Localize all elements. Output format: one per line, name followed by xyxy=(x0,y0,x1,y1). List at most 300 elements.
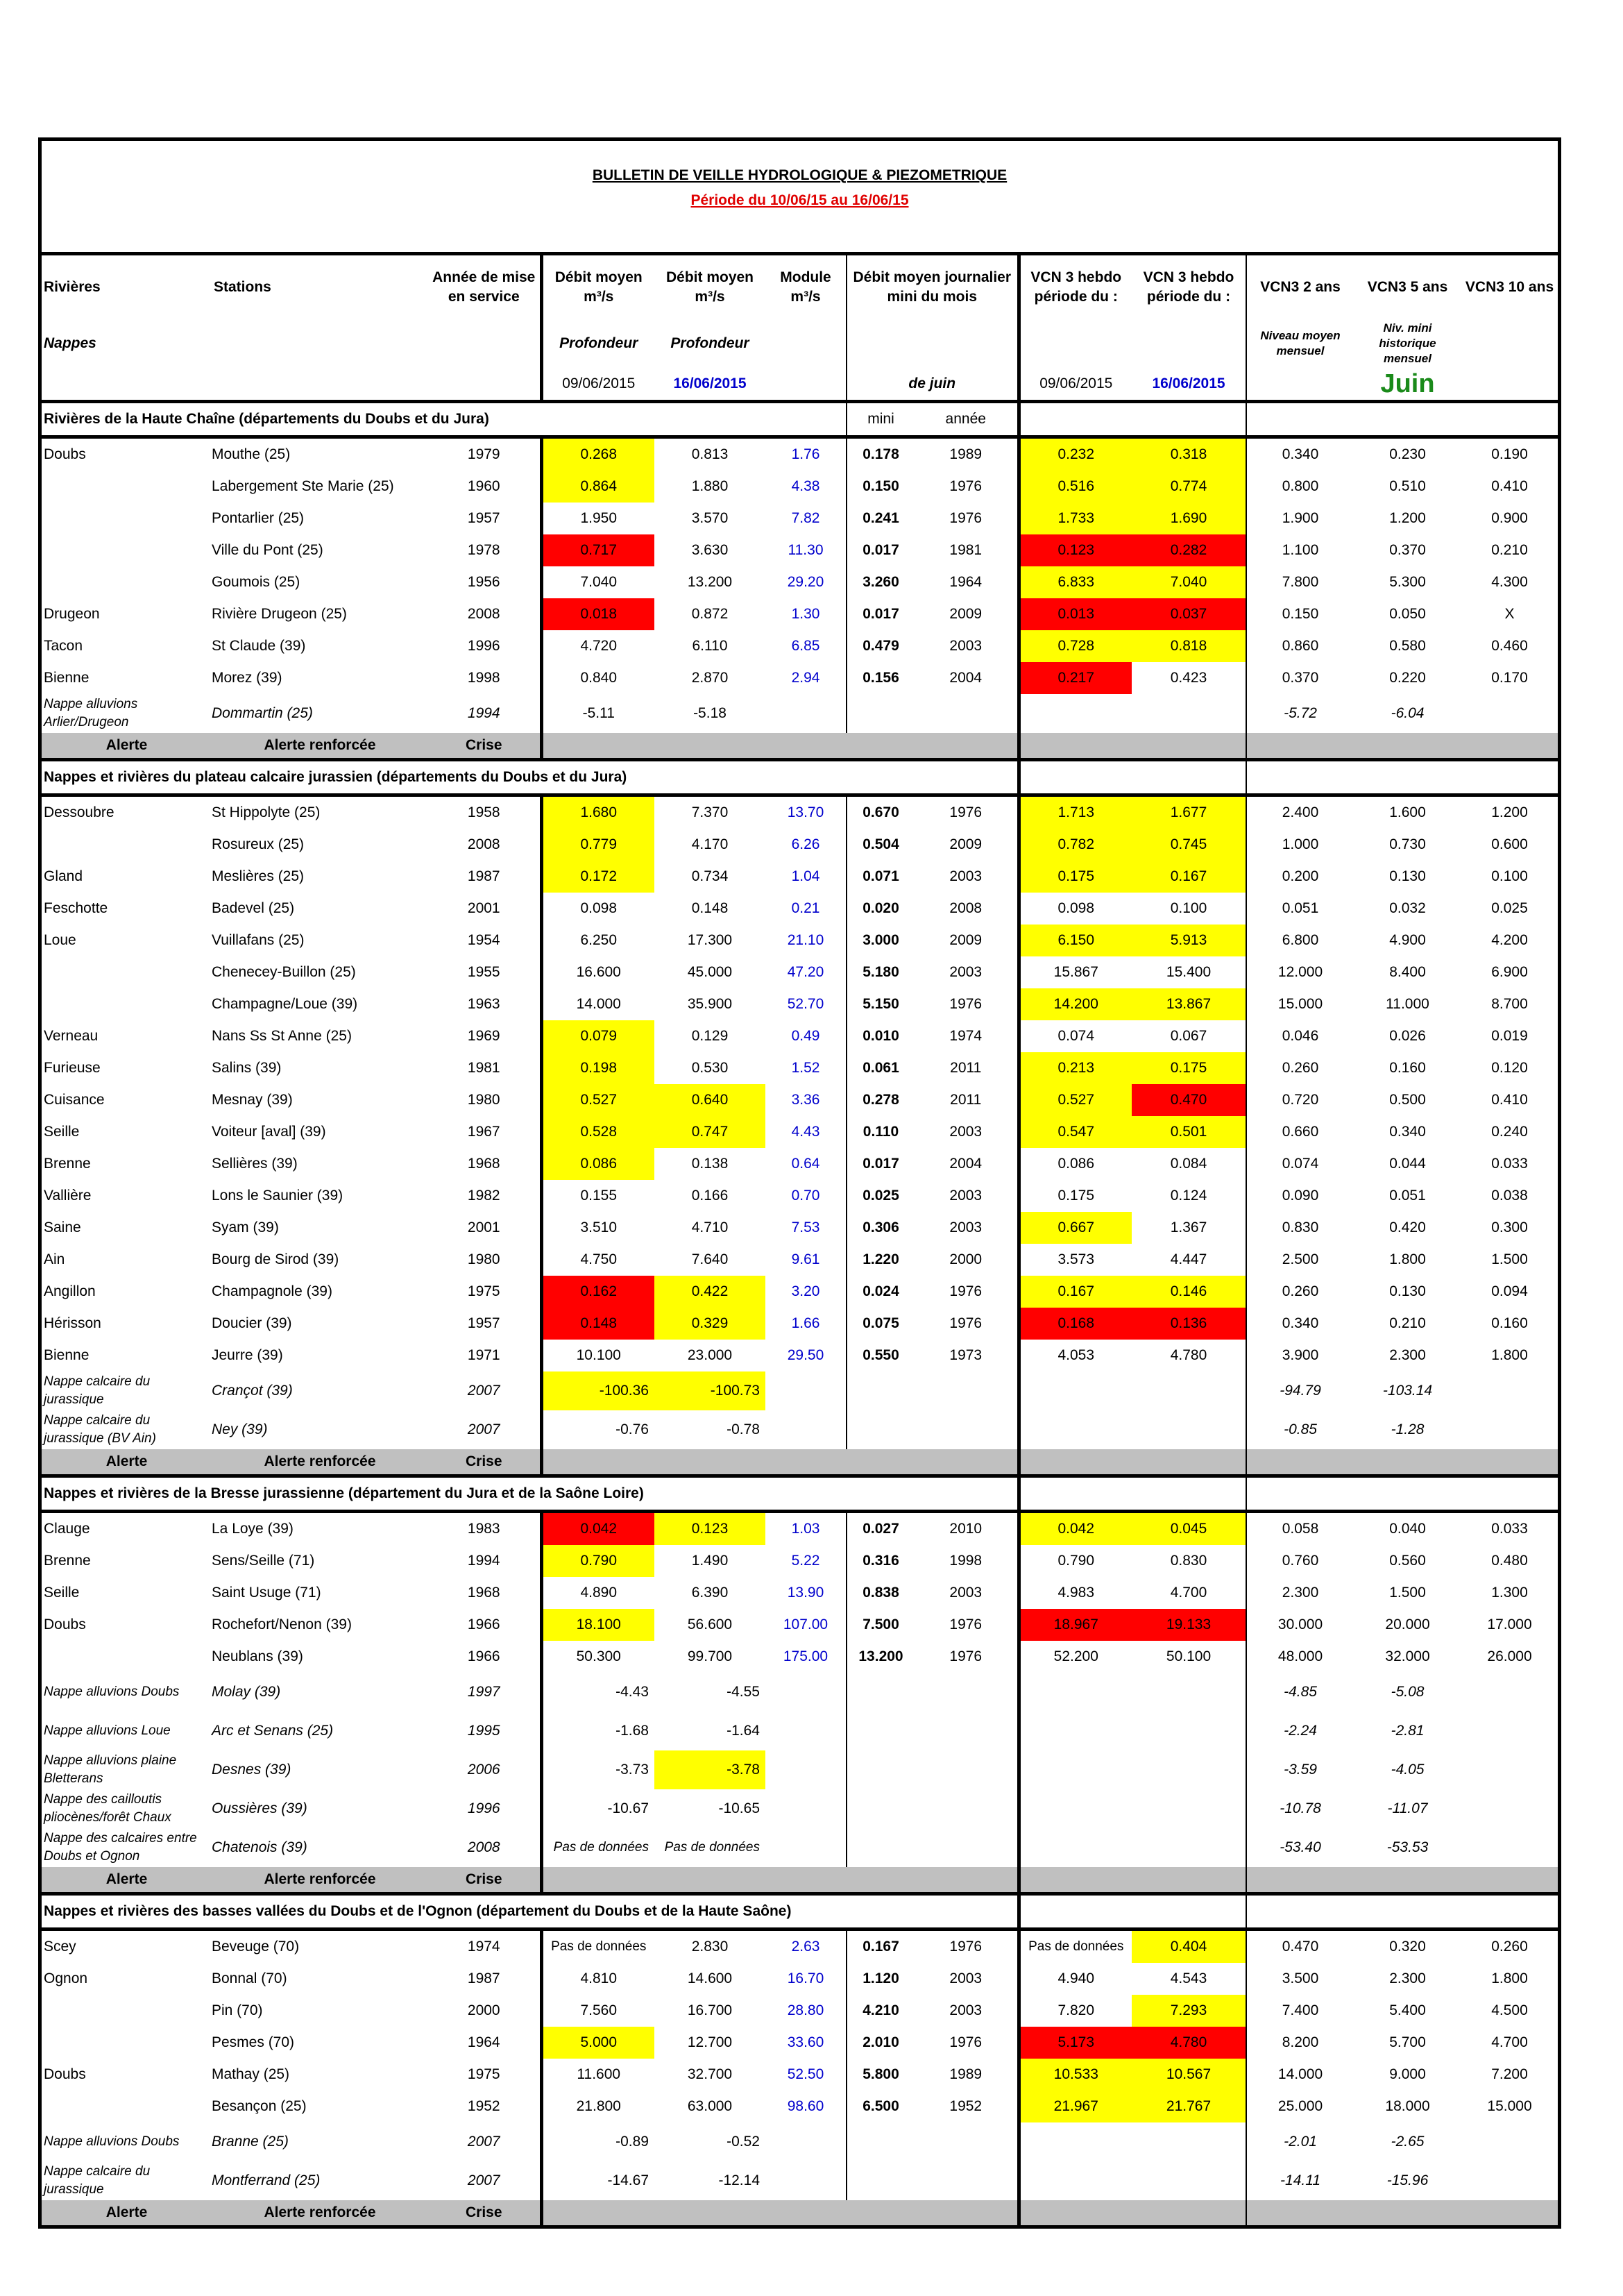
vcn3-16-06: 0.423 xyxy=(1132,662,1246,694)
vcn-date-2: 16/06/2015 xyxy=(1132,368,1246,402)
vcn3-5ans: 8.400 xyxy=(1389,964,1426,980)
debit-16-06: 7.640 xyxy=(691,1251,729,1267)
river-name: Ognon xyxy=(44,1970,88,1986)
module-value xyxy=(765,1371,847,1410)
vcn3-16-06: 4.780 xyxy=(1132,2027,1246,2059)
service-year: 1983 xyxy=(428,1512,541,1546)
vcn3-16-06: 1.367 xyxy=(1132,1212,1246,1244)
debit-09-06: 7.040 xyxy=(580,574,618,590)
river-name xyxy=(42,566,212,598)
debit-mini-annee: 1976 xyxy=(915,503,1019,534)
debit-mini-annee: 1976 xyxy=(915,1276,1019,1308)
vcn3-09-06 xyxy=(1019,1410,1132,1449)
table-row xyxy=(42,694,1558,733)
vcn3-09-06 xyxy=(1019,694,1132,733)
debit-09-06: Pas de données xyxy=(551,1939,647,1954)
station-name: Chenecey-Buillon (25) xyxy=(212,964,356,980)
debit-mini-juin: 0.479 xyxy=(863,638,899,654)
service-year: 1980 xyxy=(428,1244,541,1276)
module-value: 7.53 xyxy=(765,1212,847,1244)
col-annee-service: Année de mise en service xyxy=(428,255,541,319)
table-bottom-border xyxy=(42,2227,1558,2229)
service-year: 1960 xyxy=(428,471,541,503)
debit-mini-annee: 2010 xyxy=(915,1512,1019,1546)
vcn3-5ans: 11.000 xyxy=(1386,996,1429,1012)
module-value: 13.70 xyxy=(765,795,847,829)
debit-09-06: -5.11 xyxy=(582,705,615,721)
table-row xyxy=(42,630,1558,662)
debit-mini-juin: 4.210 xyxy=(863,2002,899,2018)
service-year: 2007 xyxy=(428,2161,541,2200)
vcn3-16-06: 7.040 xyxy=(1132,566,1246,598)
module-value xyxy=(765,1410,847,1449)
vcn3-16-06: 4.700 xyxy=(1132,1577,1246,1609)
station-name: Meslières (25) xyxy=(212,868,305,884)
section-vcn3-blank xyxy=(1246,1476,1558,1512)
vcn3-16-06 xyxy=(1132,1371,1246,1410)
station-name: Labergement Ste Marie (25) xyxy=(212,478,394,494)
vcn3-5ans: 0.340 xyxy=(1389,1124,1426,1140)
table-row xyxy=(42,1712,1558,1750)
debit-mini-juin: 0.306 xyxy=(863,1219,899,1235)
debit-mini-juin: 0.025 xyxy=(863,1188,899,1204)
debit-09-06: 4.890 xyxy=(580,1585,618,1601)
river-name: Nappe alluvions Doubs xyxy=(44,1685,180,1699)
river-name: Angillon xyxy=(44,1283,96,1299)
table-row xyxy=(42,1371,1558,1410)
bulletin-title: BULLETIN DE VEILLE HYDROLOGIQUE & PIEZOMETRIQUE xyxy=(592,167,1008,183)
debit-09-06: 1.950 xyxy=(580,510,618,526)
debit-mini-juin: 0.838 xyxy=(863,1585,899,1601)
vcn3-2ans: 0.090 xyxy=(1282,1188,1319,1204)
station-name: Sens/Seille (71) xyxy=(212,1553,315,1569)
vcn3-10ans xyxy=(1461,694,1558,733)
station-name: Doucier (39) xyxy=(212,1315,292,1331)
vcn3-16-06: 0.830 xyxy=(1132,1545,1246,1577)
header-row-labels xyxy=(42,255,1558,319)
debit-mini-juin: 0.017 xyxy=(863,1156,899,1172)
vcn3-2ans: 0.058 xyxy=(1282,1521,1319,1537)
debit-16-06: 0.422 xyxy=(654,1276,765,1308)
debit-16-06: 6.110 xyxy=(692,638,728,654)
legend-row xyxy=(42,733,1558,760)
table-row xyxy=(42,566,1558,598)
vcn3-09-06: 0.098 xyxy=(1057,900,1095,916)
vcn3-10ans: 0.170 xyxy=(1491,670,1528,686)
col-stations: Stations xyxy=(214,279,271,295)
debit-mini-juin: 6.500 xyxy=(863,2098,899,2114)
debit-mini-juin xyxy=(847,694,915,733)
station-name: Rochefort/Nenon (39) xyxy=(212,1617,352,1632)
section-vcn-blank xyxy=(1019,1476,1246,1512)
table-row xyxy=(42,1308,1558,1340)
vcn3-5ans: 0.560 xyxy=(1389,1553,1426,1569)
debit-mini-annee: 1976 xyxy=(915,1641,1019,1673)
vcn3-2ans: -2.24 xyxy=(1284,1723,1317,1739)
vcn3-2ans: 2.400 xyxy=(1282,804,1319,820)
bulletin-period: Période du 10/06/15 au 16/06/15 xyxy=(690,192,909,208)
col-niveau-moyen: Niveau moyen mensuel xyxy=(1260,329,1341,357)
vcn3-2ans: 1.100 xyxy=(1282,542,1319,558)
debit-mini-annee: 2003 xyxy=(915,1212,1019,1244)
debit-16-06: 1.880 xyxy=(691,478,729,494)
vcn3-09-06: 0.123 xyxy=(1019,534,1132,566)
vcn3-10ans: 26.000 xyxy=(1487,1648,1532,1664)
table-row xyxy=(42,2027,1558,2059)
vcn3-2ans: 12.000 xyxy=(1277,964,1323,980)
legend-blank xyxy=(541,1449,1019,1476)
vcn3-5ans: 0.050 xyxy=(1389,606,1426,622)
debit-mini-annee xyxy=(915,1789,1019,1828)
module-value: 5.22 xyxy=(765,1545,847,1577)
debit-mini-juin: 5.180 xyxy=(863,964,899,980)
debit-09-06: 0.527 xyxy=(541,1084,654,1116)
river-name xyxy=(42,1641,212,1673)
service-year: 1968 xyxy=(428,1148,541,1180)
legend-alerte-renforcee: Alerte renforcée xyxy=(212,733,428,760)
vcn3-2ans: 1.900 xyxy=(1282,510,1319,526)
vcn3-16-06: 0.282 xyxy=(1132,534,1246,566)
vcn3-10ans xyxy=(1461,1750,1558,1789)
vcn3-5ans: 2.300 xyxy=(1389,1347,1426,1363)
service-year: 1968 xyxy=(428,1577,541,1609)
station-name: St Claude (39) xyxy=(212,638,306,654)
module-value: 2.63 xyxy=(765,1930,847,1964)
vcn3-09-06: 5.173 xyxy=(1019,2027,1132,2059)
debit-09-06: 0.198 xyxy=(541,1052,654,1084)
table-row xyxy=(42,1052,1558,1084)
debit-16-06: 14.600 xyxy=(687,1970,733,1986)
vcn3-5ans: 5.300 xyxy=(1389,574,1426,590)
vcn3-09-06: 0.667 xyxy=(1019,1212,1132,1244)
debit-mini-annee: 1974 xyxy=(915,1020,1019,1052)
station-name: Besançon (25) xyxy=(212,2098,307,2114)
debit-mini-juin: 0.241 xyxy=(863,510,899,526)
col-vcn3-10ans: VCN3 10 ans xyxy=(1465,279,1554,295)
vcn3-10ans: 0.033 xyxy=(1491,1521,1528,1537)
bottom-rule xyxy=(42,2227,1558,2229)
vcn3-5ans: 1.200 xyxy=(1389,510,1426,526)
table-row xyxy=(42,2091,1558,2122)
debit-09-06: 0.086 xyxy=(541,1148,654,1180)
river-name: Doubs xyxy=(44,2066,86,2082)
debit-16-06: 0.747 xyxy=(654,1116,765,1148)
vcn3-2ans: 8.200 xyxy=(1282,2034,1319,2050)
table-row xyxy=(42,829,1558,861)
debit-16-06: -100.73 xyxy=(654,1371,765,1410)
debit-mini-annee: 1952 xyxy=(915,2091,1019,2122)
module-value: 21.10 xyxy=(765,925,847,956)
station-name: Sellières (39) xyxy=(212,1156,298,1172)
debit-09-06: 4.720 xyxy=(580,638,618,654)
debit-mini-annee: 2003 xyxy=(915,1116,1019,1148)
river-name: Doubs xyxy=(44,446,86,462)
debit-16-06: 99.700 xyxy=(687,1648,733,1664)
table-row xyxy=(42,1212,1558,1244)
vcn3-10ans: 0.260 xyxy=(1491,1939,1528,1955)
vcn3-16-06: 0.404 xyxy=(1132,1930,1246,1964)
debit-mini-juin: 0.061 xyxy=(863,1060,899,1076)
legend-row xyxy=(42,1867,1558,1894)
debit-mini-annee xyxy=(915,694,1019,733)
river-name xyxy=(42,471,212,503)
table-row xyxy=(42,861,1558,893)
vcn3-09-06: 0.527 xyxy=(1019,1084,1132,1116)
vcn3-2ans: -4.85 xyxy=(1284,1684,1317,1700)
river-name: Nappe calcaire du jurassique (BV Ain) xyxy=(44,1413,156,1446)
debit-09-06: 0.148 xyxy=(541,1308,654,1340)
river-name: Drugeon xyxy=(44,606,100,622)
module-value: 29.50 xyxy=(765,1340,847,1371)
debit-16-06: -10.65 xyxy=(718,1800,760,1816)
vcn3-10ans xyxy=(1461,2122,1558,2161)
river-name xyxy=(42,988,212,1020)
station-name: Chatenois (39) xyxy=(212,1839,307,1855)
service-year: 1982 xyxy=(428,1180,541,1212)
service-year: 1955 xyxy=(428,956,541,988)
vcn3-5ans: -5.08 xyxy=(1391,1684,1425,1700)
vcn3-2ans: 0.260 xyxy=(1282,1283,1319,1299)
debit-mini-annee: 1989 xyxy=(915,437,1019,471)
vcn3-09-06: 0.167 xyxy=(1019,1276,1132,1308)
vcn3-10ans: 4.200 xyxy=(1491,932,1528,948)
debit-09-06: 10.100 xyxy=(576,1347,621,1363)
table-row xyxy=(42,2059,1558,2091)
vcn3-09-06: 52.200 xyxy=(1053,1648,1098,1664)
debit-16-06: 0.123 xyxy=(654,1512,765,1546)
debit-mini-annee xyxy=(915,1673,1019,1712)
vcn3-5ans: 0.130 xyxy=(1389,868,1426,884)
vcn3-16-06 xyxy=(1132,2161,1246,2200)
debit-mini-juin xyxy=(847,1712,915,1750)
vcn3-16-06: 0.470 xyxy=(1132,1084,1246,1116)
table-row xyxy=(42,956,1558,988)
service-year: 1978 xyxy=(428,534,541,566)
station-name: Champagne/Loue (39) xyxy=(212,996,358,1012)
vcn3-10ans: 0.038 xyxy=(1491,1188,1528,1204)
station-name: Montferrand (25) xyxy=(212,2172,321,2188)
module-value xyxy=(765,1712,847,1750)
station-name: Molay (39) xyxy=(212,1684,281,1700)
debit-mini-annee xyxy=(915,2122,1019,2161)
debit-16-06: 6.390 xyxy=(691,1585,729,1601)
river-name xyxy=(42,829,212,861)
debit-mini-annee: 2003 xyxy=(915,1995,1019,2027)
debit-mini-annee: 1998 xyxy=(915,1545,1019,1577)
service-year: 1987 xyxy=(428,1963,541,1995)
debit-16-06: -1.64 xyxy=(726,1723,760,1739)
river-name: Nappe des cailloutis pliocènes/forêt Chaux xyxy=(44,1792,171,1825)
debit-mini-annee: 1976 xyxy=(915,795,1019,829)
vcn3-16-06: 4.780 xyxy=(1132,1340,1246,1371)
service-year: 1967 xyxy=(428,1116,541,1148)
debit-09-06: 3.510 xyxy=(580,1219,618,1235)
module-value: 0.21 xyxy=(765,893,847,925)
river-name: Brenne xyxy=(44,1156,91,1172)
vcn3-09-06: 6.833 xyxy=(1019,566,1132,598)
debit-16-06: 2.830 xyxy=(691,1939,729,1955)
vcn3-5ans: 4.900 xyxy=(1389,932,1426,948)
debit-16-06: 4.170 xyxy=(691,836,729,852)
vcn3-5ans: 0.510 xyxy=(1389,478,1426,494)
debit-mini-juin: 0.150 xyxy=(863,478,899,494)
station-name: Voiteur [aval] (39) xyxy=(212,1124,326,1140)
vcn3-10ans: 4.300 xyxy=(1491,574,1528,590)
legend-alerte: Alerte xyxy=(42,2200,212,2227)
debit-mini-juin: 0.550 xyxy=(863,1347,899,1363)
vcn3-2ans: 0.340 xyxy=(1282,1315,1319,1331)
vcn3-10ans: 0.900 xyxy=(1491,510,1528,526)
debit-mini-juin xyxy=(847,1750,915,1789)
vcn3-16-06 xyxy=(1132,694,1246,733)
station-name: Bonnal (70) xyxy=(212,1970,287,1986)
vcn3-2ans: -2.01 xyxy=(1284,2134,1317,2150)
vcn3-16-06: 0.175 xyxy=(1132,1052,1246,1084)
service-year: 2008 xyxy=(428,598,541,630)
river-name: Feschotte xyxy=(44,900,108,916)
table-row xyxy=(42,503,1558,534)
vcn3-2ans: 0.200 xyxy=(1282,868,1319,884)
vcn3-10ans xyxy=(1461,1712,1558,1750)
module-value: 1.04 xyxy=(765,861,847,893)
debit-mini-juin: 2.010 xyxy=(863,2034,899,2050)
station-name: Neublans (39) xyxy=(212,1648,303,1664)
vcn3-5ans: 5.700 xyxy=(1389,2034,1426,2050)
col-profondeur1: Profondeur xyxy=(559,335,638,351)
debit-mini-juin: 0.278 xyxy=(863,1092,899,1108)
col-nappes: Nappes xyxy=(44,335,96,351)
legend-row xyxy=(42,2200,1558,2227)
debit-09-06: 18.100 xyxy=(541,1609,654,1641)
debit-16-06: 0.813 xyxy=(691,446,729,462)
service-year: 1957 xyxy=(428,503,541,534)
vcn3-5ans: 2.300 xyxy=(1389,1970,1426,1986)
section-header xyxy=(42,760,1558,795)
debit-mini-juin: 0.010 xyxy=(863,1028,899,1044)
station-name: Beveuge (70) xyxy=(212,1939,300,1955)
debit-mini-juin xyxy=(847,1673,915,1712)
col-debit-mini: Débit moyen journalier mini du mois xyxy=(847,255,1019,319)
vcn3-09-06: 10.533 xyxy=(1019,2059,1132,2091)
debit-mini-annee: 2003 xyxy=(915,956,1019,988)
vcn3-10ans xyxy=(1461,2161,1558,2200)
module-value: 9.61 xyxy=(765,1244,847,1276)
station-name: Salins (39) xyxy=(212,1060,282,1076)
vcn3-09-06: 1.733 xyxy=(1019,503,1132,534)
table-row xyxy=(42,1020,1558,1052)
module-value: 6.26 xyxy=(765,829,847,861)
service-year: 2007 xyxy=(428,1410,541,1449)
vcn3-5ans: -103.14 xyxy=(1382,1383,1433,1399)
section-vcn3-blank xyxy=(1246,402,1558,437)
legend-blank xyxy=(1246,1867,1558,1894)
vcn3-09-06 xyxy=(1019,2161,1132,2200)
service-year: 1980 xyxy=(428,1084,541,1116)
vcn3-10ans xyxy=(1461,1410,1558,1449)
river-name: Bienne xyxy=(44,670,90,686)
table-row xyxy=(42,925,1558,956)
river-name: Seille xyxy=(44,1124,80,1140)
vcn3-10ans: 8.700 xyxy=(1491,996,1528,1012)
vcn3-5ans: 1.500 xyxy=(1389,1585,1426,1601)
vcn3-09-06: 0.213 xyxy=(1019,1052,1132,1084)
module-value: 3.20 xyxy=(765,1276,847,1308)
vcn3-16-06: 0.084 xyxy=(1132,1148,1246,1180)
vcn3-10ans: 0.210 xyxy=(1491,542,1528,558)
debit-09-06: -3.73 xyxy=(615,1762,649,1778)
table-row xyxy=(42,1276,1558,1308)
section-header xyxy=(42,402,1558,437)
col-debit2: Débit moyen m³/s xyxy=(665,269,754,305)
vcn3-2ans: 0.470 xyxy=(1282,1939,1319,1955)
station-name: Rosureux (25) xyxy=(212,836,305,852)
vcn3-09-06: 4.940 xyxy=(1057,1970,1095,1986)
service-year: 2007 xyxy=(428,1371,541,1410)
legend-blank xyxy=(1246,1449,1558,1476)
subheader-mini: mini xyxy=(847,402,915,437)
debit-09-06: 0.790 xyxy=(541,1545,654,1577)
debit-09-06: 50.300 xyxy=(576,1648,621,1664)
service-year: 1997 xyxy=(428,1673,541,1712)
river-name: Nappe calcaire du jurassique xyxy=(44,1374,151,1407)
river-name: Nappe alluvions plaine Bletterans xyxy=(44,1753,177,1786)
vcn3-10ans: 17.000 xyxy=(1487,1617,1532,1632)
debit-mini-annee xyxy=(915,1371,1019,1410)
service-year: 1994 xyxy=(428,694,541,733)
col-rivieres: Rivières xyxy=(44,279,101,295)
module-value: 0.70 xyxy=(765,1180,847,1212)
debit-16-06: -4.55 xyxy=(726,1684,760,1700)
vcn3-16-06: 15.400 xyxy=(1132,956,1246,988)
debit-16-06: 1.490 xyxy=(691,1553,729,1569)
module-value: 11.30 xyxy=(765,534,847,566)
section-title: Rivières de la Haute Chaîne (départements du Doubs et du Jura) xyxy=(42,402,847,437)
vcn3-10ans: 1.500 xyxy=(1491,1251,1528,1267)
debit-mini-annee: 2009 xyxy=(915,925,1019,956)
module-value: 1.30 xyxy=(765,598,847,630)
vcn3-10ans: 0.460 xyxy=(1491,638,1528,654)
vcn3-16-06: 0.745 xyxy=(1132,829,1246,861)
col-vcn-a: VCN 3 hebdo période du : xyxy=(1030,269,1122,305)
table-row xyxy=(42,471,1558,503)
vcn3-09-06 xyxy=(1019,1673,1132,1712)
debit-mini-juin: 0.075 xyxy=(863,1315,899,1331)
vcn3-10ans: 0.600 xyxy=(1491,836,1528,852)
vcn3-09-06: 7.820 xyxy=(1057,2002,1095,2018)
service-year: 1996 xyxy=(428,630,541,662)
legend-blank xyxy=(1019,1867,1246,1894)
debit-mini-juin xyxy=(847,2122,915,2161)
debit-mini-annee: 1976 xyxy=(915,1930,1019,1964)
vcn3-16-06: 1.690 xyxy=(1132,503,1246,534)
debit-16-06: 56.600 xyxy=(687,1617,733,1632)
station-name: Syam (39) xyxy=(212,1219,279,1235)
service-year: 1958 xyxy=(428,795,541,829)
vcn3-10ans: 0.190 xyxy=(1491,446,1528,462)
debit-09-06: -10.67 xyxy=(607,1800,649,1816)
vcn3-2ans: 0.660 xyxy=(1282,1124,1319,1140)
vcn3-2ans: 2.300 xyxy=(1282,1585,1319,1601)
vcn3-16-06 xyxy=(1132,1673,1246,1712)
river-name: Nappe alluvions Arlier/Drugeon xyxy=(44,697,138,729)
vcn3-16-06 xyxy=(1132,1750,1246,1789)
table-row xyxy=(42,1641,1558,1673)
debit-09-06: 0.528 xyxy=(541,1116,654,1148)
service-year: 1996 xyxy=(428,1789,541,1828)
vcn3-10ans: 0.480 xyxy=(1491,1553,1528,1569)
module-value xyxy=(765,2122,847,2161)
module-value: 3.36 xyxy=(765,1084,847,1116)
